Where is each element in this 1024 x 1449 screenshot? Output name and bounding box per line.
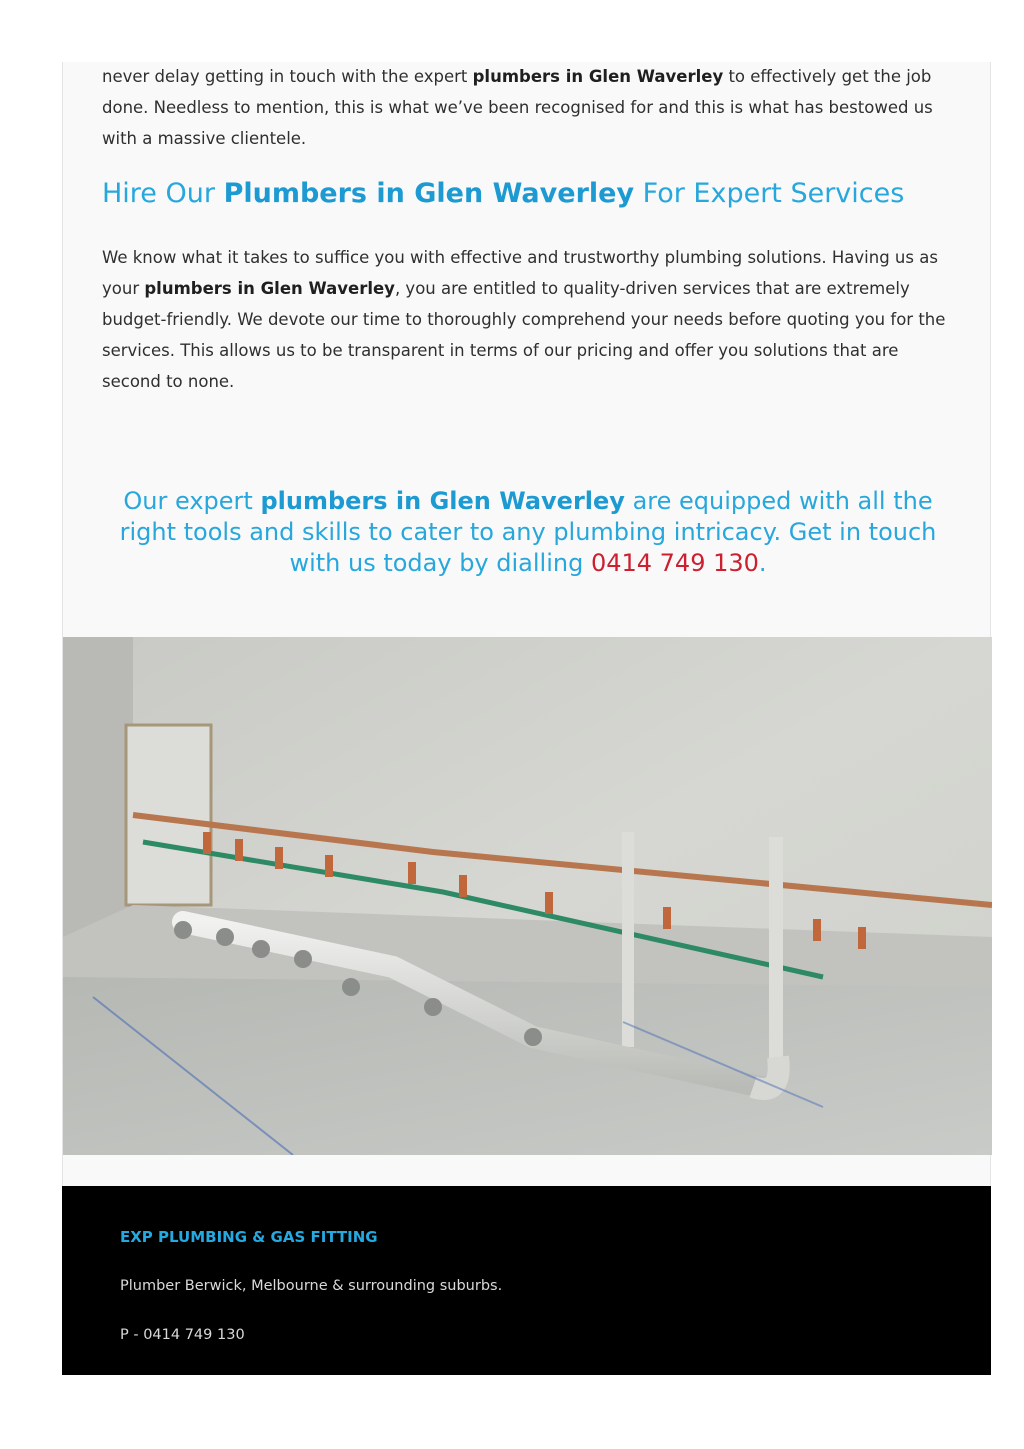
callout-prefix: Our expert [123,487,261,515]
intro-keyword: plumbers in Glen Waverley [472,67,724,86]
heading-keyword: Plumbers in Glen Waverley [223,178,635,209]
callout-keyword: plumbers in Glen Waverley [260,487,625,515]
footer-company-name: EXP PLUMBING & GAS FITTING [120,1228,378,1246]
section-heading [102,178,904,209]
callout-phone-link[interactable]: 0414 749 130 [590,549,759,577]
content-page [62,62,991,1186]
intro-paragraph [102,61,962,154]
intro-text: never delay getting in touch with the expert [102,67,473,86]
services-keyword: plumbers in Glen Waverley [144,279,395,298]
site-footer [62,1186,991,1375]
heading-prefix: Hire Our [102,178,224,209]
plumbing-photo [63,637,992,1155]
services-text: We know what it takes to suffice you with effective and trustworthy plumbing solutions. Having us as your [102,248,938,298]
heading-suffix: For Expert Services [634,178,905,209]
callout-text [93,486,963,579]
callout-body: are equipped with all the right tools and skills to cater to any plumbing intricacy. Get in touch with us today by dialling [119,487,937,577]
footer-phone[interactable]: P - 0414 749 130 [120,1327,245,1343]
footer-tagline: Plumber Berwick, Melbourne & surrounding suburbs. [120,1278,503,1294]
intro-text-end: to effectively get the job done. Needless to mention, this is what we’ve been recognised for and this is what has bestowed us with a massive clientele. [102,67,933,148]
callout-period: . [758,549,767,577]
services-paragraph [102,242,962,397]
services-text-end: , you are entitled to quality-driven services that are extremely budget-friendly. We devote our time to thoroughly comprehend your needs before quoting you for the services. This allows us to be transparent in terms of our pricing and offer you solutions that are second to none. [102,279,946,391]
